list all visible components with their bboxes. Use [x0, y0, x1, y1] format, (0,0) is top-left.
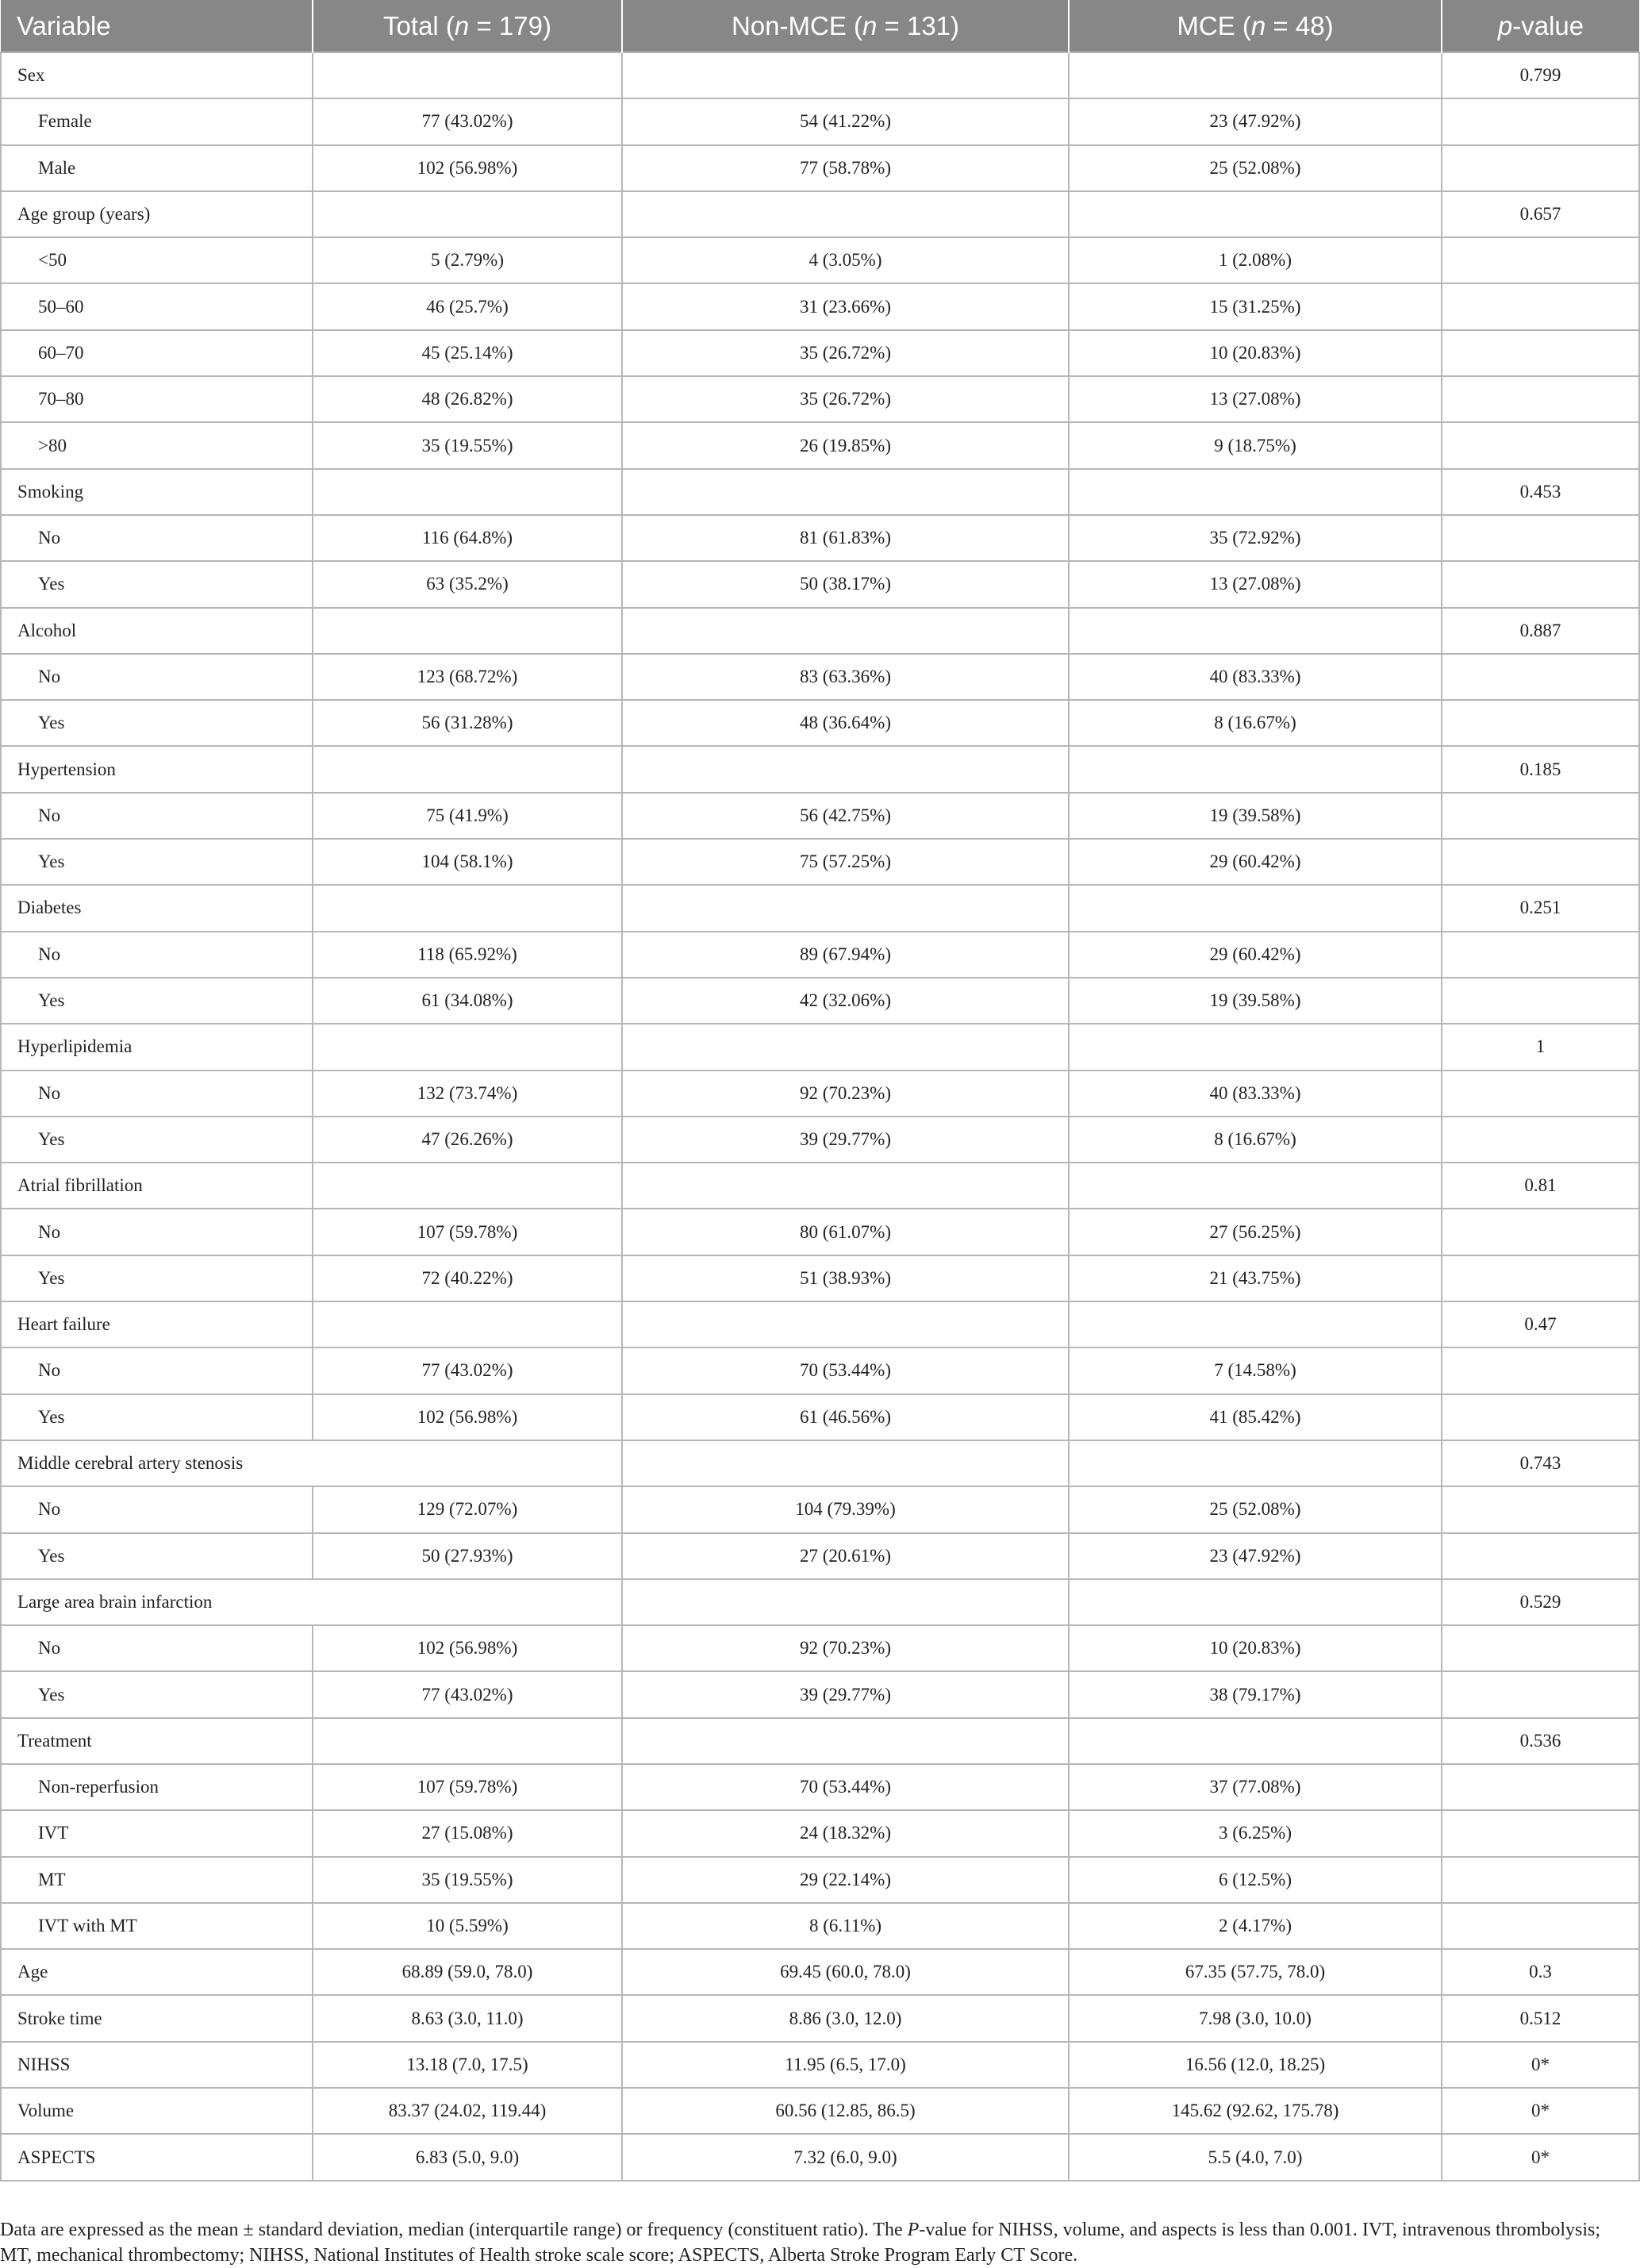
- total-cell: [313, 746, 622, 792]
- total-cell: 132 (73.74%): [313, 1071, 622, 1117]
- non-mce-cell: 39 (29.77%): [622, 1671, 1069, 1717]
- category-label-cell: No: [1, 1209, 313, 1255]
- p-value-cell: [1442, 1209, 1639, 1255]
- non-mce-cell: 51 (38.93%): [622, 1255, 1069, 1301]
- table-row: [1, 1486, 1639, 1532]
- p-value-cell: 0*: [1442, 2042, 1639, 2088]
- category-label-cell: Yes: [1, 561, 313, 607]
- total-cell: 27 (15.08%): [313, 1810, 622, 1856]
- p-value-cell: 0.81: [1442, 1163, 1639, 1209]
- group-label-cell: Large area brain infarction: [1, 1579, 622, 1625]
- table-row: [1, 515, 1639, 561]
- p-value-cell: 0.657: [1442, 191, 1639, 237]
- table-row: [1, 1071, 1639, 1117]
- table-row: [1, 932, 1639, 978]
- category-label-cell: Male: [1, 145, 313, 191]
- table-row: [1, 654, 1639, 700]
- non-mce-cell: 35 (26.72%): [622, 330, 1069, 376]
- p-value-cell: [1442, 515, 1639, 561]
- mce-cell: 25 (52.08%): [1069, 1486, 1442, 1532]
- non-mce-cell: 60.56 (12.85, 86.5): [622, 2088, 1069, 2134]
- table-row: [1, 1255, 1639, 1301]
- table-row: [1, 1394, 1639, 1440]
- table-row: [1, 1903, 1639, 1949]
- variable-label-cell: ASPECTS: [1, 2134, 313, 2180]
- total-cell: 102 (56.98%): [313, 1394, 622, 1440]
- non-mce-cell: 11.95 (6.5, 17.0): [622, 2042, 1069, 2088]
- category-label-cell: Yes: [1, 1671, 313, 1717]
- mce-cell: 7.98 (3.0, 10.0): [1069, 1995, 1442, 2041]
- p-value-cell: [1442, 1347, 1639, 1393]
- group-label-cell: Alcohol: [1, 608, 313, 654]
- non-mce-cell: [622, 1024, 1069, 1070]
- header-mce: MCE (n = 48): [1069, 0, 1442, 52]
- total-cell: [313, 1024, 622, 1070]
- total-cell: 102 (56.98%): [313, 145, 622, 191]
- non-mce-cell: 83 (63.36%): [622, 654, 1069, 700]
- table-row: [1, 2088, 1639, 2134]
- table-row: [1, 1024, 1639, 1070]
- category-label-cell: IVT with MT: [1, 1903, 313, 1949]
- p-value-cell: [1442, 700, 1639, 746]
- mce-cell: 67.35 (57.75, 78.0): [1069, 1949, 1442, 1995]
- p-value-cell: [1442, 932, 1639, 978]
- p-value-cell: 0.799: [1442, 52, 1639, 98]
- category-label-cell: Yes: [1, 1117, 313, 1163]
- p-value-cell: [1442, 654, 1639, 700]
- table-row: [1, 561, 1639, 607]
- non-mce-cell: 8.86 (3.0, 12.0): [622, 1995, 1069, 2041]
- mce-cell: 23 (47.92%): [1069, 98, 1442, 144]
- table-row: [1, 469, 1639, 515]
- total-cell: 35 (19.55%): [313, 1857, 622, 1903]
- category-label-cell: Yes: [1, 1533, 313, 1579]
- p-value-cell: [1442, 793, 1639, 839]
- mce-cell: 38 (79.17%): [1069, 1671, 1442, 1717]
- mce-cell: 29 (60.42%): [1069, 932, 1442, 978]
- p-value-cell: [1442, 145, 1639, 191]
- non-mce-cell: 29 (22.14%): [622, 1857, 1069, 1903]
- total-cell: [313, 608, 622, 654]
- category-label-cell: Yes: [1, 1394, 313, 1440]
- non-mce-cell: 7.32 (6.0, 9.0): [622, 2134, 1069, 2180]
- category-label-cell: Yes: [1, 978, 313, 1024]
- non-mce-cell: [622, 608, 1069, 654]
- table-row: [1, 746, 1639, 792]
- mce-cell: 21 (43.75%): [1069, 1255, 1442, 1301]
- header-row: [1, 0, 1639, 52]
- table-row: [1, 376, 1639, 422]
- p-value-cell: 0.3: [1442, 1949, 1639, 1995]
- p-value-cell: [1442, 283, 1639, 329]
- mce-cell: 2 (4.17%): [1069, 1903, 1442, 1949]
- non-mce-cell: [622, 885, 1069, 931]
- mce-cell: 5.5 (4.0, 7.0): [1069, 2134, 1442, 2180]
- mce-cell: 40 (83.33%): [1069, 1071, 1442, 1117]
- mce-cell: 29 (60.42%): [1069, 839, 1442, 885]
- mce-cell: 8 (16.67%): [1069, 1117, 1442, 1163]
- non-mce-cell: 42 (32.06%): [622, 978, 1069, 1024]
- mce-cell: 40 (83.33%): [1069, 654, 1442, 700]
- category-label-cell: Yes: [1, 839, 313, 885]
- variable-label-cell: Stroke time: [1, 1995, 313, 2041]
- table-header: [1, 0, 1639, 52]
- p-value-cell: [1442, 330, 1639, 376]
- total-cell: 45 (25.14%): [313, 330, 622, 376]
- non-mce-cell: 70 (53.44%): [622, 1347, 1069, 1393]
- non-mce-cell: [622, 1440, 1069, 1486]
- non-mce-cell: 8 (6.11%): [622, 1903, 1069, 1949]
- non-mce-cell: [622, 52, 1069, 98]
- mce-cell: 27 (56.25%): [1069, 1209, 1442, 1255]
- table-row: [1, 1347, 1639, 1393]
- p-value-cell: 0.536: [1442, 1718, 1639, 1764]
- group-label-cell: Middle cerebral artery stenosis: [1, 1440, 622, 1486]
- mce-cell: [1069, 1579, 1442, 1625]
- table-row: [1, 978, 1639, 1024]
- table-row: [1, 1163, 1639, 1209]
- category-label-cell: 50–60: [1, 283, 313, 329]
- table-row: [1, 1671, 1639, 1717]
- p-value-cell: [1442, 978, 1639, 1024]
- category-label-cell: MT: [1, 1857, 313, 1903]
- table-row: [1, 2134, 1639, 2180]
- mce-cell: 3 (6.25%): [1069, 1810, 1442, 1856]
- p-value-cell: [1442, 839, 1639, 885]
- total-cell: 107 (59.78%): [313, 1764, 622, 1810]
- non-mce-cell: 61 (46.56%): [622, 1394, 1069, 1440]
- p-value-cell: [1442, 561, 1639, 607]
- total-cell: 50 (27.93%): [313, 1533, 622, 1579]
- p-value-cell: [1442, 1486, 1639, 1532]
- p-value-cell: 0.453: [1442, 469, 1639, 515]
- mce-cell: 13 (27.08%): [1069, 561, 1442, 607]
- mce-cell: 23 (47.92%): [1069, 1533, 1442, 1579]
- p-value-cell: 0.887: [1442, 608, 1639, 654]
- non-mce-cell: 39 (29.77%): [622, 1117, 1069, 1163]
- variable-label-cell: NIHSS: [1, 2042, 313, 2088]
- table-row: [1, 1995, 1639, 2041]
- total-cell: [313, 1718, 622, 1764]
- category-label-cell: No: [1, 1347, 313, 1393]
- total-cell: 61 (34.08%): [313, 978, 622, 1024]
- variable-label-cell: Volume: [1, 2088, 313, 2134]
- p-value-cell: [1442, 1857, 1639, 1903]
- non-mce-cell: 24 (18.32%): [622, 1810, 1069, 1856]
- total-cell: [313, 1301, 622, 1347]
- non-mce-cell: [622, 1301, 1069, 1347]
- category-label-cell: Yes: [1, 1255, 313, 1301]
- total-cell: 35 (19.55%): [313, 422, 622, 468]
- category-label-cell: 60–70: [1, 330, 313, 376]
- non-mce-cell: 69.45 (60.0, 78.0): [622, 1949, 1069, 1995]
- table-body: [1, 52, 1639, 2181]
- p-value-cell: 0.185: [1442, 746, 1639, 792]
- group-label-cell: Age group (years): [1, 191, 313, 237]
- total-cell: 8.63 (3.0, 11.0): [313, 1995, 622, 2041]
- group-label-cell: Treatment: [1, 1718, 313, 1764]
- total-cell: 77 (43.02%): [313, 1347, 622, 1393]
- mce-cell: 16.56 (12.0, 18.25): [1069, 2042, 1442, 2088]
- category-label-cell: No: [1, 515, 313, 561]
- header-total: Total (n = 179): [313, 0, 622, 52]
- mce-cell: 10 (20.83%): [1069, 1625, 1442, 1671]
- mce-cell: [1069, 1163, 1442, 1209]
- table-row: [1, 2042, 1639, 2088]
- mce-cell: [1069, 1440, 1442, 1486]
- category-label-cell: No: [1, 1071, 313, 1117]
- non-mce-cell: 75 (57.25%): [622, 839, 1069, 885]
- mce-cell: [1069, 191, 1442, 237]
- mce-cell: [1069, 746, 1442, 792]
- table-row: [1, 793, 1639, 839]
- total-cell: 116 (64.8%): [313, 515, 622, 561]
- p-value-cell: 0*: [1442, 2088, 1639, 2134]
- total-cell: [313, 52, 622, 98]
- non-mce-cell: 35 (26.72%): [622, 376, 1069, 422]
- non-mce-cell: [622, 1718, 1069, 1764]
- total-cell: 77 (43.02%): [313, 1671, 622, 1717]
- p-value-cell: [1442, 98, 1639, 144]
- mce-cell: 25 (52.08%): [1069, 145, 1442, 191]
- table-row: [1, 885, 1639, 931]
- table-row: [1, 1117, 1639, 1163]
- total-cell: 5 (2.79%): [313, 237, 622, 283]
- mce-cell: 1 (2.08%): [1069, 237, 1442, 283]
- total-cell: 10 (5.59%): [313, 1903, 622, 1949]
- table-row: [1, 839, 1639, 885]
- total-cell: 63 (35.2%): [313, 561, 622, 607]
- table-row: [1, 52, 1639, 98]
- p-value-cell: 0.251: [1442, 885, 1639, 931]
- non-mce-cell: 56 (42.75%): [622, 793, 1069, 839]
- total-cell: 47 (26.26%): [313, 1117, 622, 1163]
- table-row: [1, 98, 1639, 144]
- mce-cell: [1069, 469, 1442, 515]
- p-value-cell: [1442, 1117, 1639, 1163]
- category-label-cell: No: [1, 654, 313, 700]
- total-cell: 13.18 (7.0, 17.5): [313, 2042, 622, 2088]
- non-mce-cell: 104 (79.39%): [622, 1486, 1069, 1532]
- p-value-cell: 0*: [1442, 2134, 1639, 2180]
- p-value-cell: 0.743: [1442, 1440, 1639, 1486]
- mce-cell: 37 (77.08%): [1069, 1764, 1442, 1810]
- mce-cell: 15 (31.25%): [1069, 283, 1442, 329]
- mce-cell: 9 (18.75%): [1069, 422, 1442, 468]
- total-cell: 102 (56.98%): [313, 1625, 622, 1671]
- table-row: [1, 1209, 1639, 1255]
- non-mce-cell: 54 (41.22%): [622, 98, 1069, 144]
- total-cell: 118 (65.92%): [313, 932, 622, 978]
- non-mce-cell: [622, 191, 1069, 237]
- mce-cell: 8 (16.67%): [1069, 700, 1442, 746]
- non-mce-cell: 92 (70.23%): [622, 1625, 1069, 1671]
- total-cell: [313, 191, 622, 237]
- non-mce-cell: [622, 746, 1069, 792]
- p-value-cell: 0.47: [1442, 1301, 1639, 1347]
- category-label-cell: No: [1, 932, 313, 978]
- table-row: [1, 145, 1639, 191]
- mce-cell: 19 (39.58%): [1069, 793, 1442, 839]
- mce-cell: 19 (39.58%): [1069, 978, 1442, 1024]
- mce-cell: 35 (72.92%): [1069, 515, 1442, 561]
- mce-cell: [1069, 608, 1442, 654]
- table-row: [1, 422, 1639, 468]
- mce-cell: 145.62 (92.62, 175.78): [1069, 2088, 1442, 2134]
- group-label-cell: Sex: [1, 52, 313, 98]
- p-value-cell: 0.512: [1442, 1995, 1639, 2041]
- table-row: [1, 1579, 1639, 1625]
- table-footnote: Data are expressed as the mean ± standard deviation, median (interquartile range) or frequency (constituent ratio). The P-value for NIHSS, volume, and aspects is less than 0.001. IVT, intravenous thrombolysis; MT, mechanical thrombectomy; NIHSS, National Institutes of Health stroke scale score; ASPECTS, Alberta Stroke Program Early CT Score.: [0, 2220, 1601, 2266]
- non-mce-cell: 77 (58.78%): [622, 145, 1069, 191]
- header-p-value: p-value: [1442, 0, 1639, 52]
- non-mce-cell: 31 (23.66%): [622, 283, 1069, 329]
- p-value-cell: 1: [1442, 1024, 1639, 1070]
- table-row: [1, 608, 1639, 654]
- mce-cell: 6 (12.5%): [1069, 1857, 1442, 1903]
- group-label-cell: Heart failure: [1, 1301, 313, 1347]
- total-cell: 129 (72.07%): [313, 1486, 622, 1532]
- total-cell: 107 (59.78%): [313, 1209, 622, 1255]
- total-cell: 83.37 (24.02, 119.44): [313, 2088, 622, 2134]
- table-row: [1, 700, 1639, 746]
- table-row: [1, 1625, 1639, 1671]
- table-row: [1, 237, 1639, 283]
- total-cell: 68.89 (59.0, 78.0): [313, 1949, 622, 1995]
- non-mce-cell: 80 (61.07%): [622, 1209, 1069, 1255]
- group-label-cell: Hypertension: [1, 746, 313, 792]
- group-label-cell: Hyperlipidemia: [1, 1024, 313, 1070]
- table-row: [1, 330, 1639, 376]
- mce-cell: [1069, 1718, 1442, 1764]
- mce-cell: [1069, 885, 1442, 931]
- non-mce-cell: 92 (70.23%): [622, 1071, 1069, 1117]
- mce-cell: 41 (85.42%): [1069, 1394, 1442, 1440]
- table-row: [1, 1301, 1639, 1347]
- total-cell: 75 (41.9%): [313, 793, 622, 839]
- p-value-cell: [1442, 237, 1639, 283]
- p-value-cell: [1442, 1903, 1639, 1949]
- group-label-cell: Atrial fibrillation: [1, 1163, 313, 1209]
- table-row: [1, 1440, 1639, 1486]
- total-cell: 104 (58.1%): [313, 839, 622, 885]
- table-row: [1, 1764, 1639, 1810]
- variable-label-cell: Age: [1, 1949, 313, 1995]
- category-label-cell: No: [1, 1486, 313, 1532]
- table-row: [1, 283, 1639, 329]
- category-label-cell: IVT: [1, 1810, 313, 1856]
- total-cell: [313, 1163, 622, 1209]
- non-mce-cell: 48 (36.64%): [622, 700, 1069, 746]
- category-label-cell: Yes: [1, 700, 313, 746]
- table-row: [1, 1810, 1639, 1856]
- mce-cell: 7 (14.58%): [1069, 1347, 1442, 1393]
- category-label-cell: >80: [1, 422, 313, 468]
- p-value-cell: [1442, 1255, 1639, 1301]
- mce-cell: [1069, 1024, 1442, 1070]
- table-row: [1, 191, 1639, 237]
- header-non-mce: Non-MCE (n = 131): [622, 0, 1069, 52]
- category-label-cell: Non-reperfusion: [1, 1764, 313, 1810]
- header-variable: Variable: [1, 0, 313, 52]
- group-label-cell: Smoking: [1, 469, 313, 515]
- total-cell: 48 (26.82%): [313, 376, 622, 422]
- non-mce-cell: [622, 1579, 1069, 1625]
- table-row: [1, 1857, 1639, 1903]
- non-mce-cell: 89 (67.94%): [622, 932, 1069, 978]
- non-mce-cell: 70 (53.44%): [622, 1764, 1069, 1810]
- non-mce-cell: [622, 1163, 1069, 1209]
- total-cell: [313, 885, 622, 931]
- category-label-cell: No: [1, 793, 313, 839]
- total-cell: 6.83 (5.0, 9.0): [313, 2134, 622, 2180]
- p-value-cell: [1442, 376, 1639, 422]
- non-mce-cell: 27 (20.61%): [622, 1533, 1069, 1579]
- p-value-cell: [1442, 1671, 1639, 1717]
- total-cell: 46 (25.7%): [313, 283, 622, 329]
- total-cell: 77 (43.02%): [313, 98, 622, 144]
- non-mce-cell: [622, 469, 1069, 515]
- total-cell: [313, 469, 622, 515]
- table-row: [1, 1949, 1639, 1995]
- non-mce-cell: 26 (19.85%): [622, 422, 1069, 468]
- non-mce-cell: 4 (3.05%): [622, 237, 1069, 283]
- total-cell: 56 (31.28%): [313, 700, 622, 746]
- mce-cell: 13 (27.08%): [1069, 376, 1442, 422]
- category-label-cell: No: [1, 1625, 313, 1671]
- table-row: [1, 1718, 1639, 1764]
- category-label-cell: <50: [1, 237, 313, 283]
- total-cell: 123 (68.72%): [313, 654, 622, 700]
- total-cell: 72 (40.22%): [313, 1255, 622, 1301]
- p-value-cell: [1442, 422, 1639, 468]
- group-label-cell: Diabetes: [1, 885, 313, 931]
- mce-cell: 10 (20.83%): [1069, 330, 1442, 376]
- p-value-cell: [1442, 1764, 1639, 1810]
- mce-cell: [1069, 1301, 1442, 1347]
- p-value-cell: [1442, 1810, 1639, 1856]
- p-value-cell: [1442, 1071, 1639, 1117]
- p-value-cell: [1442, 1533, 1639, 1579]
- table-row: [1, 1533, 1639, 1579]
- category-label-cell: Female: [1, 98, 313, 144]
- category-label-cell: 70–80: [1, 376, 313, 422]
- p-value-cell: [1442, 1625, 1639, 1671]
- p-value-cell: [1442, 1394, 1639, 1440]
- p-value-cell: 0.529: [1442, 1579, 1639, 1625]
- mce-cell: [1069, 52, 1442, 98]
- non-mce-cell: 81 (61.83%): [622, 515, 1069, 561]
- non-mce-cell: 50 (38.17%): [622, 561, 1069, 607]
